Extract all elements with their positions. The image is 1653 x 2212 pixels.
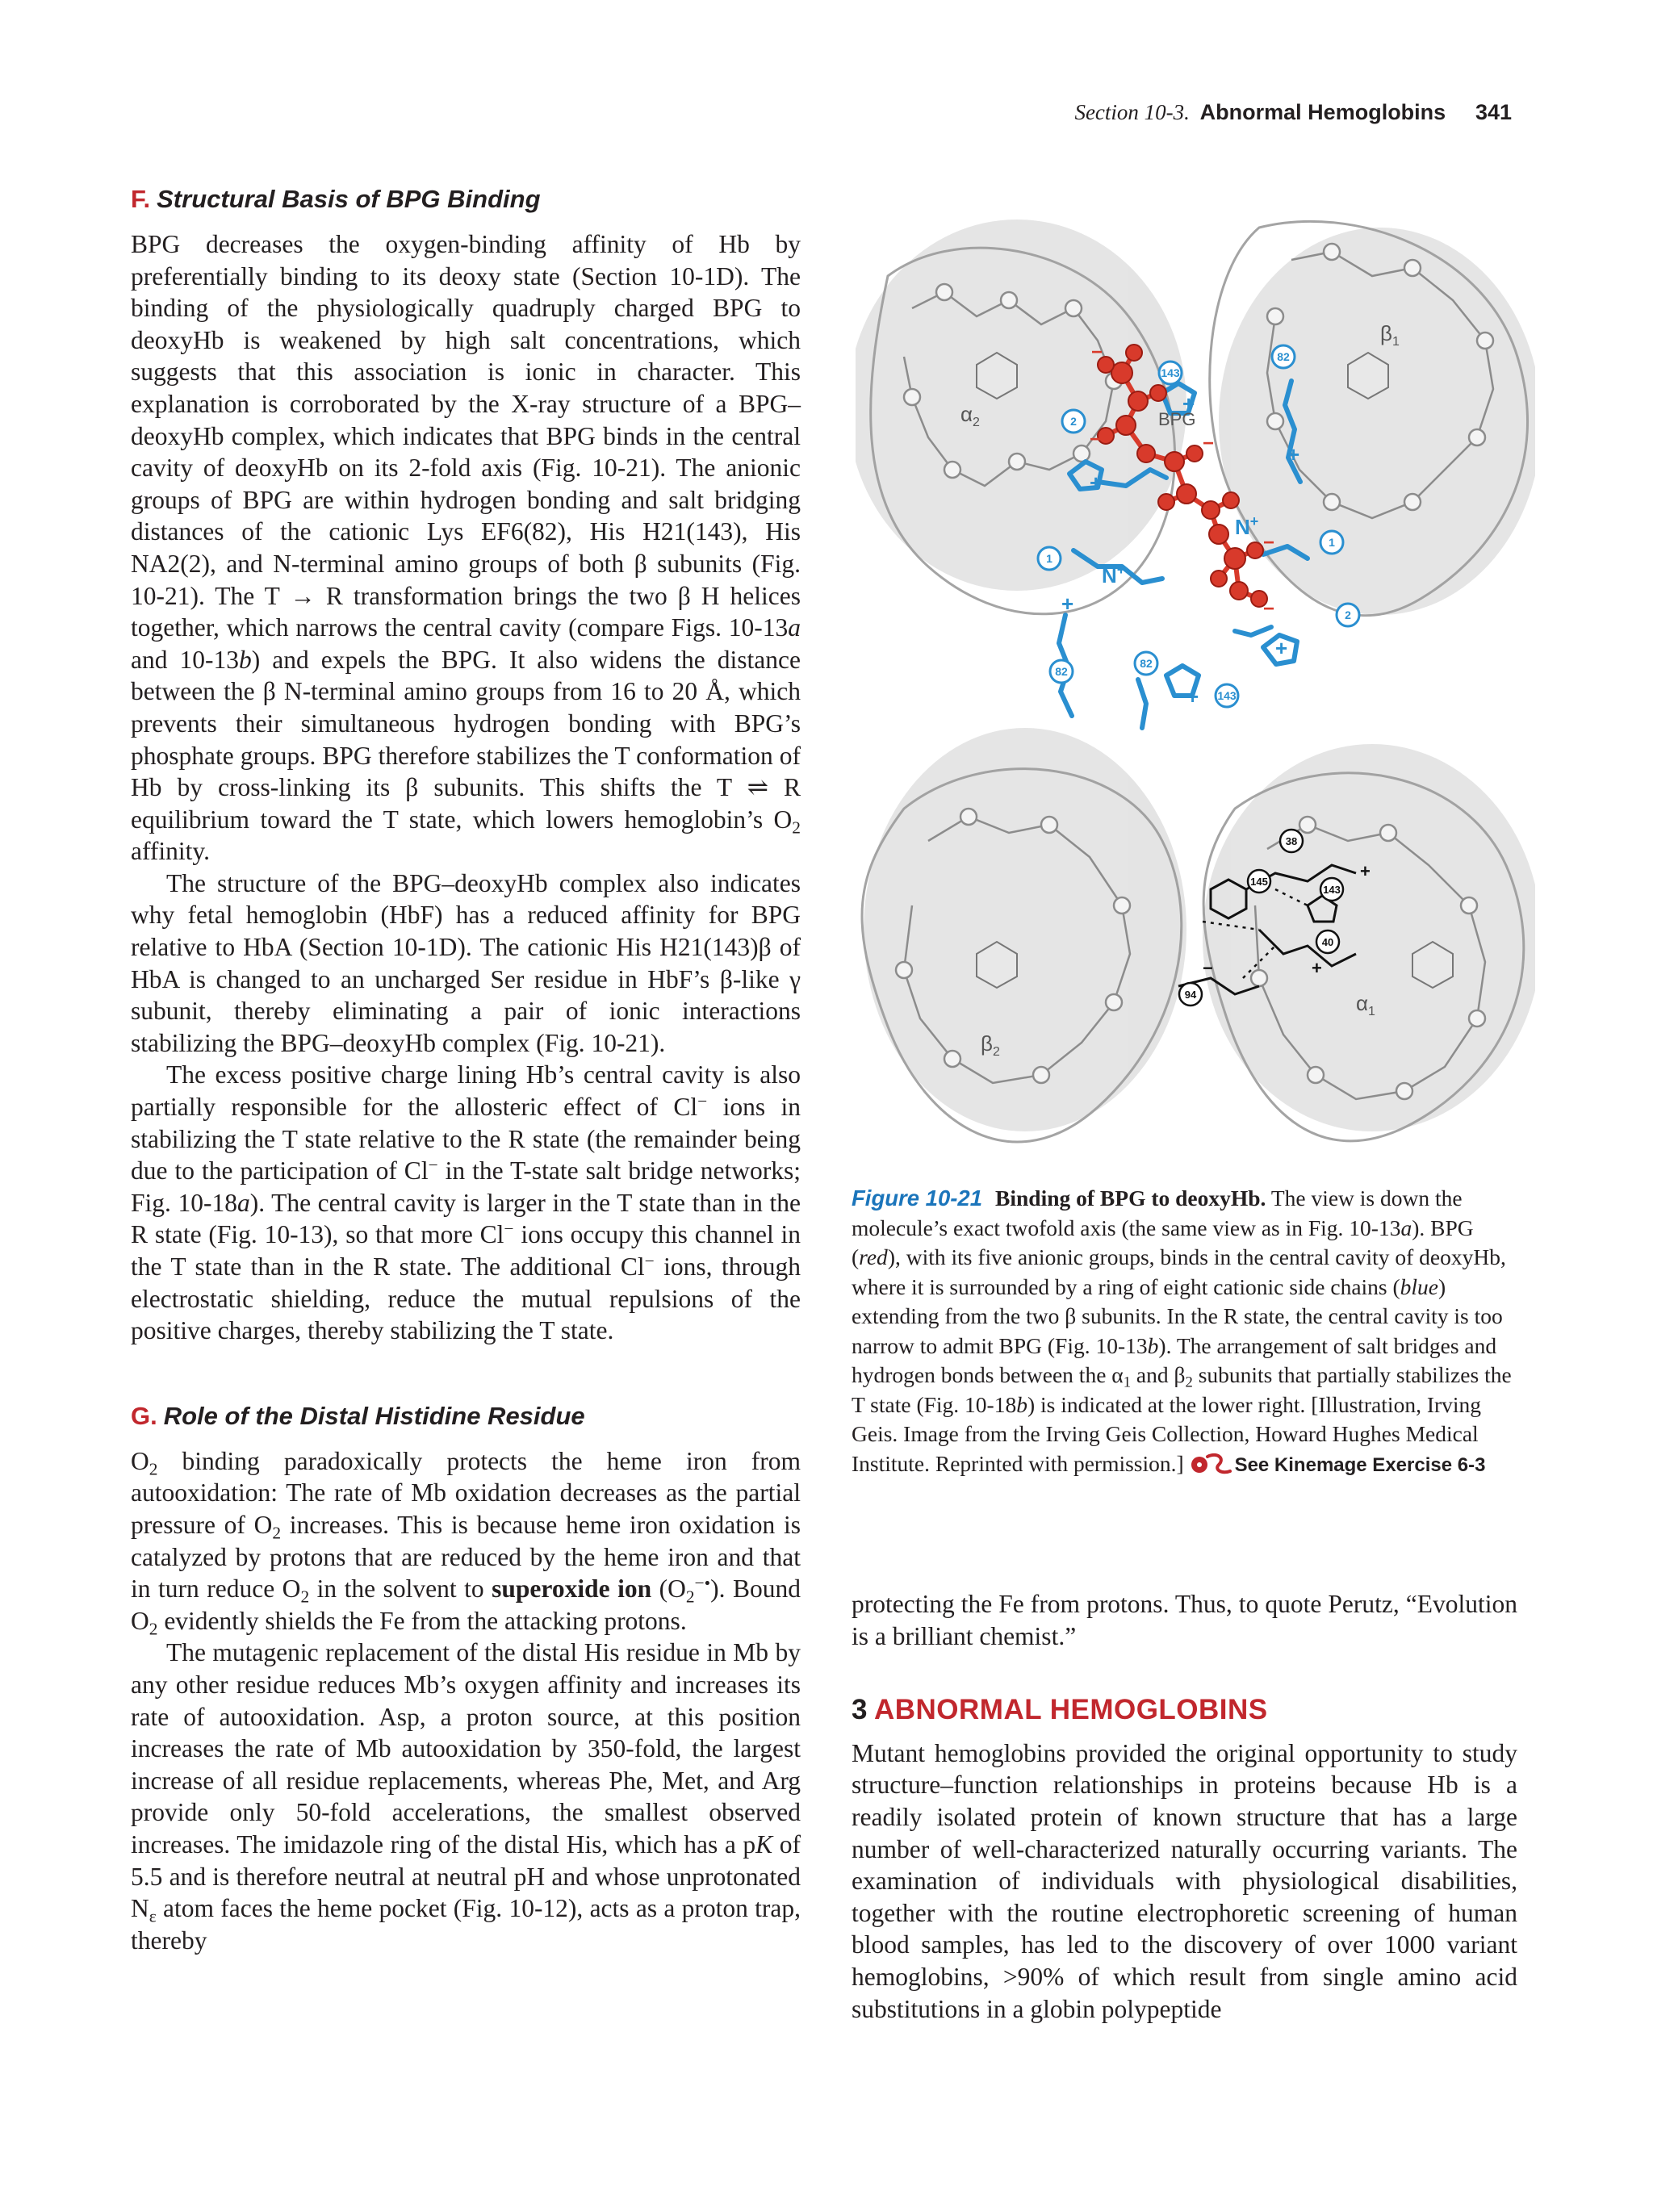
svg-text:1: 1 bbox=[1046, 552, 1052, 565]
svg-text:94: 94 bbox=[1184, 989, 1197, 1001]
svg-text:82: 82 bbox=[1140, 657, 1153, 670]
svg-text:143: 143 bbox=[1323, 884, 1341, 896]
paragraph-g1: $O_2$ binding paradoxically protects the heme iron from autooxidation: The rate of Mb oxidation decreases as the partial pressure of $O_2$ increases. This is because heme iron oxidation is catalyzed by protons that are reduced by the heme iron and that in turn reduce $O_2$ in the solvent to superoxide ion $(O_2^{-•})$. Bound $O_2$ evidently shields the Fe from the attacking protons. bbox=[131, 1446, 801, 1639]
paragraph-3-1: Mutant hemoglobins provided the original opportunity to study structure–function relationships in proteins because Hb is a readily isolated protein of known structure that has a large number of well-characterized naturally occurring variants. The examination of individuals with physiological disabilities, together with the routine electrophoretic screening of human blood samples, has led to the discovery of over 1000 variant hemoglobins, >90% of which result from single amino acid substitutions in a globin polypeptide bbox=[852, 1738, 1517, 2023]
paragraph-f2: The structure of the BPG–deoxyHb complex also indicates why fetal hemoglobin (HbF) has a reduced affinity for BPG relative to HbA (Section 10-1D). The cationic His H21(143)β of HbA is changed to an uncharged Ser residue in HbF’s β-like γ subunit, thereby eliminating a pair of ionic interactions stabilizing the BPG–deoxyHb complex (Fig. 10-21). bbox=[131, 868, 801, 1057]
subhead-f-letter: F. bbox=[131, 185, 151, 213]
label-alpha2: $\alpha_2$ bbox=[960, 402, 980, 429]
svg-text:−: − bbox=[1091, 341, 1103, 363]
label-beta1: $\beta_1$ bbox=[1380, 321, 1400, 349]
header-section-label: Section 10-3. bbox=[1074, 100, 1190, 124]
label-n-plus-right: N+ bbox=[1235, 513, 1259, 539]
figure-title: Binding of BPG to deoxyHb. bbox=[995, 1185, 1266, 1211]
label-plus-6: + bbox=[1061, 592, 1074, 616]
label-bpg: BPG bbox=[1158, 409, 1196, 429]
label-alpha1: $\alpha_1$ bbox=[1356, 991, 1375, 1018]
left-column bbox=[131, 183, 801, 1956]
svg-text:−: − bbox=[1090, 429, 1102, 450]
svg-text:1: 1 bbox=[1329, 536, 1335, 549]
label-plus-5: + bbox=[1186, 684, 1199, 709]
header-section-title: Abnormal Hemoglobins bbox=[1199, 100, 1446, 124]
label-plus-3: + bbox=[1287, 442, 1300, 466]
subhead-f bbox=[131, 183, 801, 215]
subhead-g bbox=[131, 1400, 801, 1432]
svg-text:−: − bbox=[1263, 532, 1275, 554]
figure-10-21-illustration bbox=[856, 179, 1535, 1188]
label-beta2: $\beta_2$ bbox=[981, 1031, 1000, 1059]
svg-text:−: − bbox=[1203, 433, 1215, 454]
figure-caption: Figure 10-21 Binding of BPG to deoxyHb. The view is down the molecule’s exact twofold axis (the same view as in Fig. 10-13a). BPG (red), with its five anionic groups, binds in the central cavity of deoxyHb, where it is surrounded by a ring of eight cationic side chains (blue) extending from the two β subunits. In the R state, the central cavity is too narrow to admit BPG (Fig. 10-13b). The arrangement of salt bridges and hydrogen bonds between the $\alpha_1$ and $\beta_2$ subunits that partially stabilizes the T state (Fig. 10-18b) is indicated at the lower right. [Illustration, Irving Geis. Image from the Irving Geis Collection, Howard Hughes Medical Institute. Reprinted with permission.] See Kinemage Exercise 6-3 bbox=[852, 1185, 1512, 1476]
svg-text:+: + bbox=[1360, 861, 1371, 881]
section-3-title: ABNORMAL HEMOGLOBINS bbox=[873, 1694, 1268, 1726]
svg-text:2: 2 bbox=[1345, 608, 1351, 621]
svg-text:+: + bbox=[1312, 958, 1322, 978]
paragraph-g2: The mutagenic replacement of the distal His residue in Mb by any other residue reduces Mb’s oxygen affinity and increases its rate of autooxidation. Asp, a proton source, at this position increases the rate of Mb autooxidation by 350-fold, the largest increase of all residue replacements, whereas Phe, Met, and Arg provide only 50-fold accelerations, the smallest observed increases. The imidazole ring of the distal His, which has a pK of 5.5 and is therefore neutral at neutral pH and whose unprotonated $N_\varepsilon$ atom faces the heme pocket (Fig. 10-12), acts as a proton trap, thereby bbox=[131, 1638, 801, 1955]
figure-label: Figure 10-21 bbox=[852, 1185, 983, 1211]
svg-text:143: 143 bbox=[1217, 689, 1237, 702]
svg-text:−: − bbox=[1203, 958, 1213, 978]
svg-text:38: 38 bbox=[1285, 835, 1298, 847]
section-3-heading bbox=[852, 1694, 1517, 1726]
label-plus-4: + bbox=[1275, 636, 1288, 660]
svg-text:−: − bbox=[1263, 598, 1275, 620]
right-column bbox=[852, 1588, 1517, 2025]
label-plus-1: + bbox=[1182, 391, 1195, 416]
svg-text:145: 145 bbox=[1250, 876, 1268, 888]
label-plus-2: + bbox=[1090, 470, 1103, 495]
svg-text:40: 40 bbox=[1321, 936, 1334, 948]
paragraph-g-continuation: protecting the Fe from protons. Thus, to quote Perutz, “Evolution is a brilliant chemist.” bbox=[852, 1590, 1517, 1650]
subhead-f-title: Structural Basis of BPG Binding bbox=[157, 185, 541, 213]
svg-text:143: 143 bbox=[1161, 366, 1180, 379]
paragraph-f1: BPG decreases the oxygen-binding affinity of Hb by preferentially binding to its deoxy state (Section 10-1D). The binding of the physiologically quadruply charged BPG to deoxyHb is weakened by high salt concentrations, which suggests that this association is ionic in character. This explanation is corroborated by the X-ray structure of a BPG–deoxyHb complex, which indicates that BPG binds in the central cavity of deoxyHb on its 2-fold axis (Fig. 10-21). The anionic groups of BPG are within hydrogen bonding and salt bridging distances of the cationic Lys EF6(82), His H21(143), His NA2(2), and N-terminal amino groups of both β subunits (Fig. 10-21). The T → R transformation brings the two β H helices together, which narrows the central cavity (compare Figs. 10-13a and 10-13b) and expels the BPG. It also widens the distance between the β N-terminal amino groups from 16 to 20 Å, which prevents their simultaneous hydrogen bonding with BPG’s phosphate groups. BPG therefore stabilizes the T conformation of Hb by cross-linking its β subunits. This shifts the T ⇌ R equilibrium toward the T state, which lowers hemoglobin’s $O_2$ affinity. bbox=[131, 230, 801, 866]
svg-text:2: 2 bbox=[1070, 415, 1077, 428]
svg-text:82: 82 bbox=[1277, 350, 1290, 363]
see-kinemage-link[interactable]: See Kinemage Exercise 6-3 bbox=[1234, 1453, 1486, 1476]
paragraph-f3: The excess positive charge lining Hb’s central cavity is also partially responsible for the allosteric effect of Cl− ions in stabilizing the T state relative to the R state (the remainder being due to the participation of Cl− in the T-state salt bridge networks; Fig. 10-18a). The central cavity is larger in the T state than in the R state (Fig. 10-13), so that more Cl− ions occupy this channel in the T state than in the R state. The additional Cl− ions, through electrostatic shielding, reduce the mutual repulsions of the positive charges, thereby stabilizing the T state. bbox=[131, 1060, 801, 1345]
page-number: 341 bbox=[1475, 100, 1512, 124]
subhead-g-title: Role of the Distal Histidine Residue bbox=[163, 1401, 585, 1430]
running-header bbox=[1074, 100, 1512, 125]
subhead-g-letter: G. bbox=[131, 1401, 157, 1430]
svg-text:82: 82 bbox=[1055, 665, 1068, 678]
section-3-number: 3 bbox=[852, 1694, 868, 1726]
label-n-plus-left: N+ bbox=[1102, 562, 1126, 587]
kinemage-icon bbox=[1190, 1450, 1235, 1476]
